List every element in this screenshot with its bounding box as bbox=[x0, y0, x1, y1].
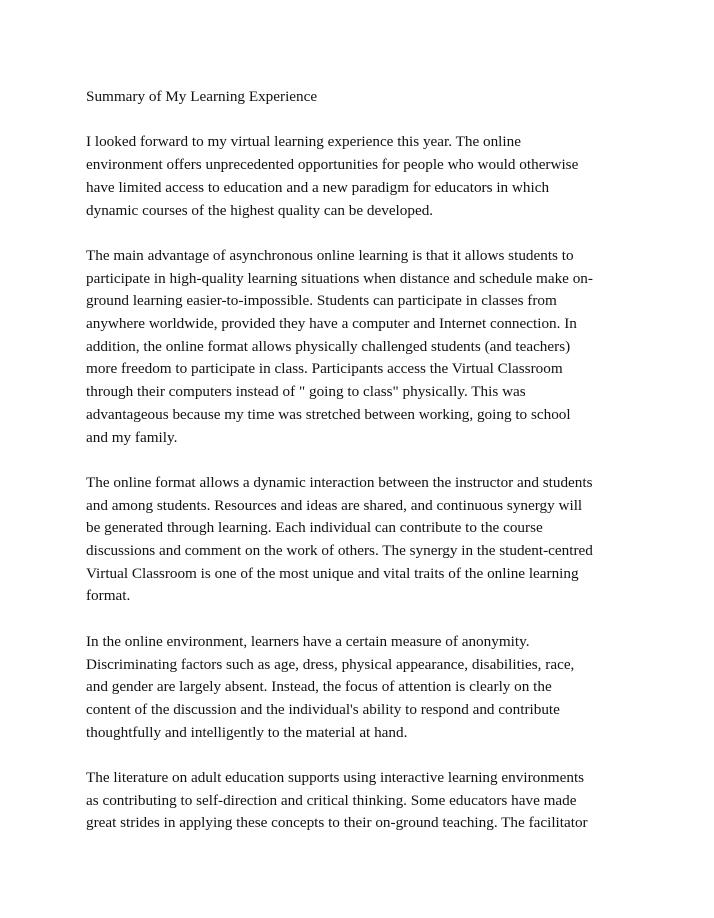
document-title: Summary of My Learning Experience bbox=[86, 88, 318, 105]
document-body bbox=[86, 86, 646, 858]
paragraph-interaction: The online format allows a dynamic interaction between the instructor and students and among students. Resources and ideas are shared, and continuous synergy will be generated through learning. Each individual can contribute to the course discussions and comment on the work of others. The synergy in the student-centred Virtual Classroom is one of the most unique and vital traits of the online learning format. bbox=[86, 473, 593, 605]
paragraph-advantages: The main advantage of asynchronous online learning is that it allows students to participate in high-quality learning situations when distance and schedule make on- ground learning easier-to-impossible. Students can participate in classes from anywhere worldwide, provided they have a computer and Internet connection. In addition, the online format allows physically challenged students (and teachers) more freedom to participate in class. Participants access the Virtual Classroom through their computers instead of " going to class" physically. This was advantageous because my time was stretched between working, going to school and my family. bbox=[86, 246, 593, 446]
paragraph-intro: I looked forward to my virtual learning experience this year. The online environment offers unprecedented opportunities for people who would otherwise have limited access to education and a new paradigm for educators in which dynamic courses of the highest quality can be developed. bbox=[86, 133, 579, 219]
paragraph-anonymity: In the online environment, learners have a certain measure of anonymity. Discriminating factors such as age, dress, physical appearance, disabilities, race, and gender are largely absent. Instead, the focus of attention is clearly on the content of the discussion and the individual's ability to respond and contribute thoughtfully and intelligently to the material at hand. bbox=[86, 632, 575, 741]
paragraph-literature: The literature on adult education supports using interactive learning environments as contributing to self-direction and critical thinking. Some educators have made great strides in applying these concepts to their on-ground teaching. The facilitator bbox=[86, 769, 588, 832]
